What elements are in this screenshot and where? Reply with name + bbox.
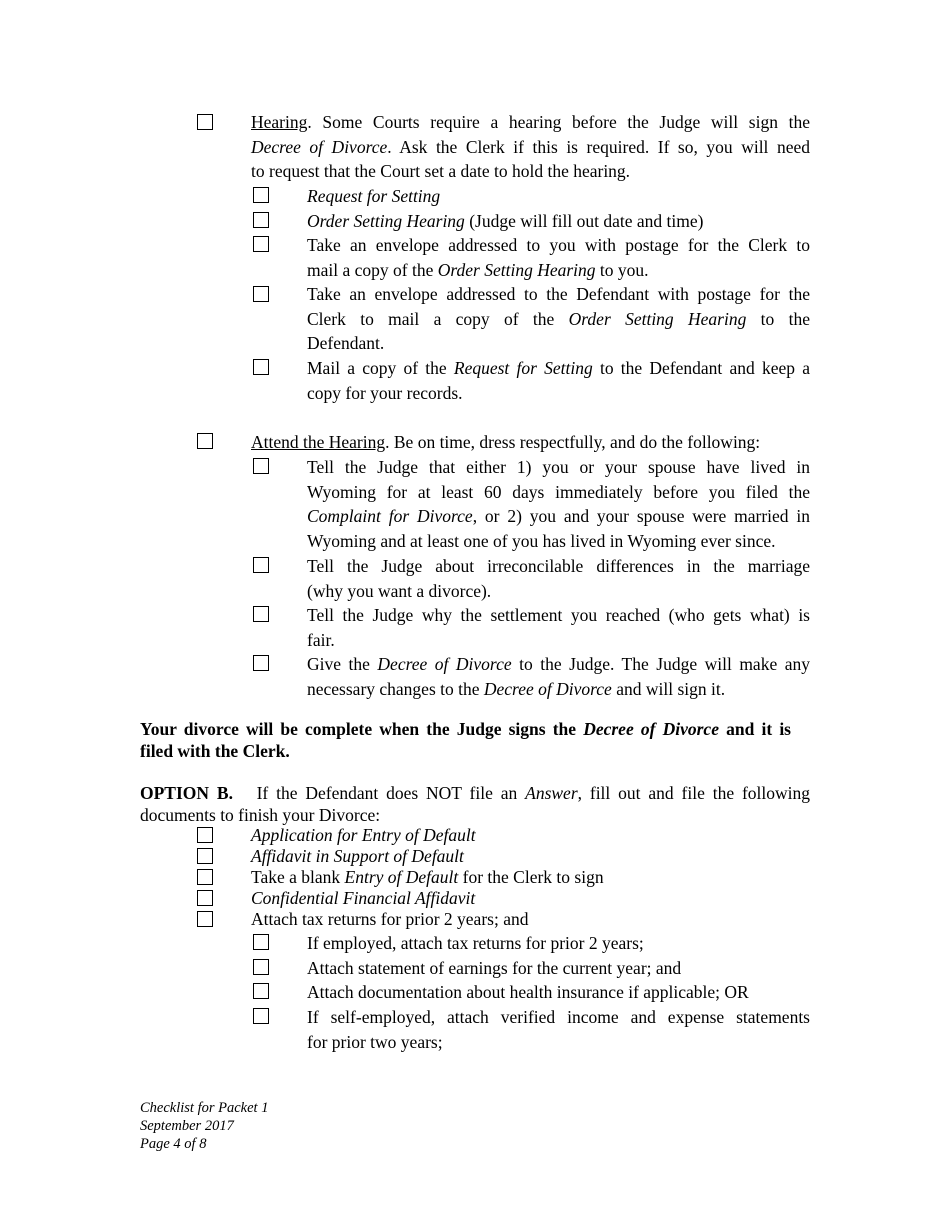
order-setting-checkbox[interactable]: [253, 212, 269, 228]
residency-checkbox[interactable]: [253, 458, 269, 474]
envelope-you-item: Take an envelope addressed to you with postage for the Clerk to mail a copy of the Order Setting Hearing to you.: [307, 235, 810, 280]
blank-entry-checkbox[interactable]: [197, 869, 213, 885]
insurance-item: Attach documentation about health insurance if applicable; OR: [307, 982, 749, 1002]
irreconcilable-checkbox[interactable]: [253, 557, 269, 573]
affidavit-default-item: Affidavit in Support of Default: [251, 846, 464, 866]
self-employed-checkbox[interactable]: [253, 1008, 269, 1024]
irreconcilable-item: Tell the Judge about irreconcilable differences in the marriage (why you want a divorce).: [307, 556, 810, 601]
affidavit-default-checkbox[interactable]: [197, 848, 213, 864]
attend-hearing-heading: Attend the Hearing. Be on time, dress respectfully, and do the following:: [251, 432, 761, 452]
mail-request-checkbox[interactable]: [253, 359, 269, 375]
completion-statement: Your divorce will be complete when the Judge signs the Decree of Divorce and it is filed with the Clerk.: [140, 719, 791, 761]
envelope-you-checkbox[interactable]: [253, 236, 269, 252]
give-decree-item: Give the Decree of Divorce to the Judge. The Judge will make any necessary changes to the Decree of Divorce and will sign it.: [307, 654, 810, 699]
settlement-checkbox[interactable]: [253, 606, 269, 622]
give-decree-checkbox[interactable]: [253, 655, 269, 671]
option-b-paragraph: OPTION B. If the Defendant does NOT file an Answer, fill out and file the following documents to finish your Divorce:: [140, 783, 810, 825]
page-footer: [140, 1099, 268, 1153]
employed-item: If employed, attach tax returns for prior 2 years;: [307, 933, 644, 953]
tax-returns-checkbox[interactable]: [197, 911, 213, 927]
footer-page-number: Page 4 of 8: [140, 1136, 207, 1152]
application-default-item: Application for Entry of Default: [251, 825, 476, 845]
request-setting-checkbox[interactable]: [253, 187, 269, 203]
attend-hearing-checkbox[interactable]: [197, 433, 213, 449]
financial-affidavit-item: Confidential Financial Affidavit: [251, 888, 476, 908]
hearing-checkbox[interactable]: [197, 114, 213, 130]
footer-date: September 2017: [140, 1118, 234, 1134]
envelope-defendant-item: Take an envelope addressed to the Defendant with postage for the Clerk to mail a copy of the Order Setting Hearing to the Defendant.: [307, 284, 810, 354]
hearing-paragraph: Hearing. Some Courts require a hearing before the Judge will sign the Decree of Divorce. Ask the Clerk if this is required. If so, you will need to request that the Court set a date to hold the hearing.: [251, 112, 810, 182]
blank-entry-item: Take a blank Entry of Default for the Clerk to sign: [251, 867, 604, 887]
residency-item: Tell the Judge that either 1) you or your spouse have lived in Wyoming for at least 60 days immediately before you filed the Complaint for Divorce, or 2) you and your spouse were married in Wyoming and at least one of you has lived in Wyoming ever since.: [307, 457, 810, 551]
order-setting-item: Order Setting Hearing (Judge will fill out date and time): [307, 211, 704, 231]
footer-packet: Checklist for Packet 1: [140, 1100, 269, 1116]
earnings-checkbox[interactable]: [253, 959, 269, 975]
envelope-defendant-checkbox[interactable]: [253, 286, 269, 302]
request-setting-item: Request for Setting: [307, 186, 441, 206]
option-b-label: OPTION B.: [140, 783, 233, 803]
employed-checkbox[interactable]: [253, 934, 269, 950]
application-default-checkbox[interactable]: [197, 827, 213, 843]
tax-returns-item: Attach tax returns for prior 2 years; and: [251, 909, 529, 929]
hearing-title: Hearing: [251, 112, 308, 132]
mail-request-item: Mail a copy of the Request for Setting to the Defendant and keep a copy for your records.: [307, 358, 810, 403]
insurance-checkbox[interactable]: [253, 983, 269, 999]
self-employed-item: If self-employed, attach verified income and expense statements for prior two years;: [307, 1007, 810, 1052]
earnings-item: Attach statement of earnings for the current year; and: [307, 958, 682, 978]
financial-affidavit-checkbox[interactable]: [197, 890, 213, 906]
settlement-item: Tell the Judge why the settlement you reached (who gets what) is fair.: [307, 605, 810, 650]
